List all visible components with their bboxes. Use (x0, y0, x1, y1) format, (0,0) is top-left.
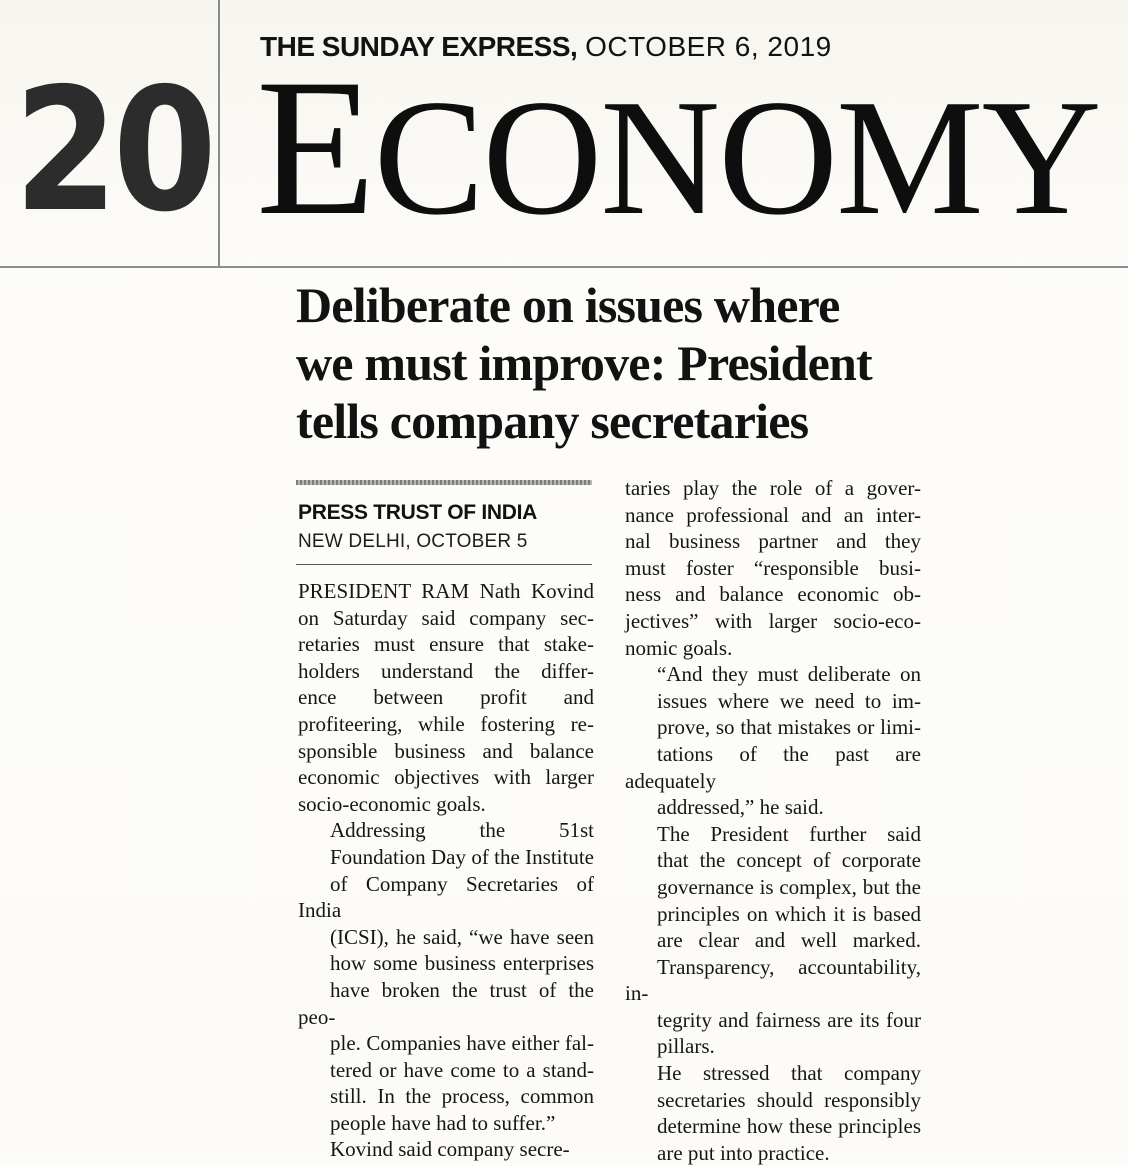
article-line: tegrity and fairness are its four (657, 1007, 921, 1032)
section-title-rest: CONOMY (373, 65, 1100, 249)
masthead-vertical-rule (218, 0, 220, 268)
article-line: are put into practice. (657, 1140, 830, 1165)
article-paragraph (625, 1060, 921, 1166)
article-line: tered or have come to a stand- (330, 1057, 594, 1082)
headline-line: tells company secretaries (296, 393, 809, 449)
article-column-2 (625, 475, 921, 1166)
article-line: nance professional and an inter- (625, 502, 921, 527)
article-line: still. In the process, common (330, 1084, 594, 1109)
article-line: Foundation Day of the Institute (330, 844, 594, 869)
article-paragraph (298, 817, 594, 1136)
article-line: that the concept of corporate (657, 848, 921, 873)
article-line: He stressed that company (657, 1061, 921, 1086)
article-line: “And they must deliberate on (657, 662, 921, 687)
article-paragraph (298, 578, 594, 817)
headline-rule (296, 480, 592, 485)
article-line: on Saturday said company sec- (298, 605, 594, 630)
article-line: secretaries should responsibly (657, 1087, 921, 1112)
masthead-horizontal-rule (0, 266, 1128, 268)
article-line: people have had to suffer.” (330, 1110, 556, 1135)
article-line: economic objectives with larger (298, 765, 594, 790)
agency-byline: PRESS TRUST OF INDIA (298, 501, 538, 524)
article-line: profiteering, while fostering re- (298, 711, 594, 736)
article-line: ple. Companies have either fal- (330, 1031, 594, 1056)
headline-line: we must improve: President (296, 335, 872, 391)
article-line: have broken the trust of the peo- (298, 977, 594, 1029)
article-line: The President further said (657, 821, 921, 846)
article-line: tations of the past are adequately (625, 741, 921, 793)
article-line: (ICSI), he said, “we have seen (330, 924, 594, 949)
byline-rule (296, 564, 592, 565)
article-line: how some business enterprises (330, 951, 594, 976)
article-line: sponsible business and balance (298, 738, 594, 763)
article-paragraph (625, 661, 921, 821)
article-paragraph (298, 1136, 594, 1163)
article-line: socio-economic goals. (298, 791, 486, 816)
page-number: 20 (14, 52, 212, 250)
article-line: nal business partner and they (625, 529, 921, 554)
article-line: addressed,” he said. (657, 795, 824, 820)
headline (296, 276, 936, 450)
section-title-initial: E (256, 39, 374, 256)
article-line: retaries must ensure that stake- (298, 632, 594, 657)
article-line: Addressing the 51st (330, 818, 594, 843)
paper-date: OCTOBER 6, 2019 (585, 31, 832, 62)
article-line: pillars. (657, 1034, 715, 1059)
article-line: jectives” with larger socio-eco- (625, 608, 921, 633)
article-line: PRESIDENT RAM Nath Kovind (298, 579, 594, 603)
article-line: holders understand the differ- (298, 658, 594, 683)
article-line: issues where we need to im- (657, 688, 921, 713)
article-line: principles on which it is based (657, 901, 921, 926)
article-line: governance is complex, but the (657, 874, 921, 899)
article-line: prove, so that mistakes or limi- (657, 715, 921, 740)
headline-line: Deliberate on issues where (296, 277, 840, 333)
article-line: of Company Secretaries of India (298, 871, 594, 923)
article-line: ness and balance economic ob- (625, 582, 921, 607)
article-paragraph (625, 475, 921, 661)
article-line: determine how these principles (657, 1114, 921, 1139)
article-column-1 (298, 578, 594, 1163)
article-line: taries play the role of a gover- (625, 476, 921, 500)
paper-name: THE SUNDAY EXPRESS, (260, 31, 578, 62)
dateline: NEW DELHI, OCTOBER 5 (298, 531, 528, 552)
article-paragraph (625, 821, 921, 1060)
article-line: are clear and well marked. (657, 928, 921, 953)
article-line: must foster “responsible busi- (625, 555, 921, 580)
article-line: Kovind said company secre- (330, 1137, 570, 1162)
article-line: ence between profit and (298, 685, 594, 710)
article-line: nomic goals. (625, 635, 733, 660)
article-line: Transparency, accountability, in- (625, 954, 921, 1006)
